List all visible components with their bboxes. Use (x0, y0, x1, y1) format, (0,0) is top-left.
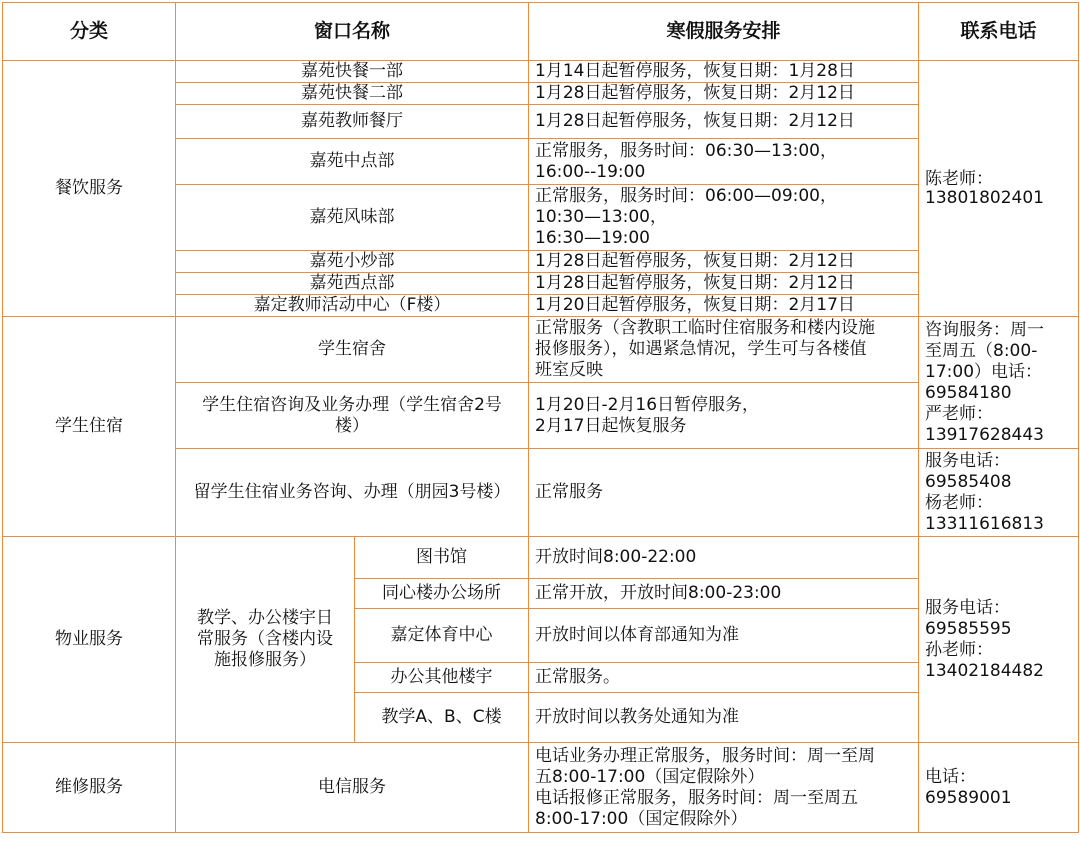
contact-property: 服务电话： 69585595 孙老师： 13402184482 (919, 537, 1079, 743)
contact-housing-2: 服务电话： 69585408 杨老师： 13311616813 (919, 449, 1079, 537)
winter-service-table (2, 2, 1079, 833)
arrangement: 正常服务。 (529, 663, 919, 693)
window-name: 学生宿舍 (176, 317, 529, 383)
window-name: 图书馆 (355, 537, 529, 579)
window-name: 留学生住宿业务咨询、办理（朋园3号楼） (176, 449, 529, 537)
table-row (3, 61, 1079, 83)
window-name: 嘉苑中点部 (176, 139, 529, 185)
arrangement: 开放时间以体育部通知为准 (529, 609, 919, 663)
table-row (3, 317, 1079, 383)
arrangement: 正常服务 (529, 449, 919, 537)
table-row (3, 537, 1079, 579)
arrangement: 1月28日起暂停服务，恢复日期：2月12日 (529, 83, 919, 105)
arrangement: 正常服务，服务时间：06:00—09:00， 10:30—13:00， 16:30—19:00 (529, 185, 919, 251)
window-name: 嘉苑快餐二部 (176, 83, 529, 105)
window-name: 嘉苑西点部 (176, 273, 529, 295)
arrangement: 1月20日起暂停服务，恢复日期：2月17日 (529, 295, 919, 317)
window-name: 嘉苑教师餐厅 (176, 105, 529, 139)
arrangement: 1月28日起暂停服务，恢复日期：2月12日 (529, 251, 919, 273)
window-name: 嘉定教师活动中心（F楼） (176, 295, 529, 317)
arrangement: 1月28日起暂停服务，恢复日期：2月12日 (529, 273, 919, 295)
window-name: 电信服务 (176, 743, 529, 833)
arrangement: 正常服务（含教职工临时住宿服务和楼内设施 报修服务），如遇紧急情况，学生可与各楼值 班室反映 (529, 317, 919, 383)
table-row (3, 743, 1079, 833)
window-name: 同心楼办公场所 (355, 579, 529, 609)
header-arrangement: 寒假服务安排 (529, 3, 919, 61)
header-window-name: 窗口名称 (176, 3, 529, 61)
window-name: 嘉苑快餐一部 (176, 61, 529, 83)
arrangement: 1月28日起暂停服务，恢复日期：2月12日 (529, 105, 919, 139)
category-property: 物业服务 (3, 537, 176, 743)
arrangement: 开放时间8:00-22:00 (529, 537, 919, 579)
header-row (3, 3, 1079, 61)
arrangement: 正常开放，开放时间8:00-23:00 (529, 579, 919, 609)
contact-catering: 陈老师： 13801802401 (919, 61, 1079, 317)
property-group: 教学、办公楼宇日 常服务（含楼内设 施报修服务） (176, 537, 355, 743)
category-catering: 餐饮服务 (3, 61, 176, 317)
contact-repair: 电话： 69589001 (919, 743, 1079, 833)
window-name: 嘉定体育中心 (355, 609, 529, 663)
window-name: 办公其他楼宇 (355, 663, 529, 693)
header-contact: 联系电话 (919, 3, 1079, 61)
window-name: 嘉苑小炒部 (176, 251, 529, 273)
category-housing: 学生住宿 (3, 317, 176, 537)
category-repair: 维修服务 (3, 743, 176, 833)
arrangement: 电话业务办理正常服务，服务时间：周一至周 五8:00-17:00（国定假除外） 电话报修正常服务，服务时间：周一至周五 8:00-17:00（国定假除外） (529, 743, 919, 833)
header-category: 分类 (3, 3, 176, 61)
arrangement: 1月14日起暂停服务，恢复日期：1月28日 (529, 61, 919, 83)
window-name: 嘉苑风味部 (176, 185, 529, 251)
arrangement: 正常服务，服务时间：06:30—13:00， 16:00--19:00 (529, 139, 919, 185)
window-name: 教学A、B、C楼 (355, 693, 529, 743)
window-name: 学生住宿咨询及业务办理（学生宿舍2号 楼） (176, 383, 529, 449)
arrangement: 1月20日-2月16日暂停服务， 2月17日起恢复服务 (529, 383, 919, 449)
arrangement: 开放时间以教务处通知为准 (529, 693, 919, 743)
contact-housing-1: 咨询服务：周一 至周五（8:00- 17:00）电话： 69584180 严老师： 13917628443 (919, 317, 1079, 449)
